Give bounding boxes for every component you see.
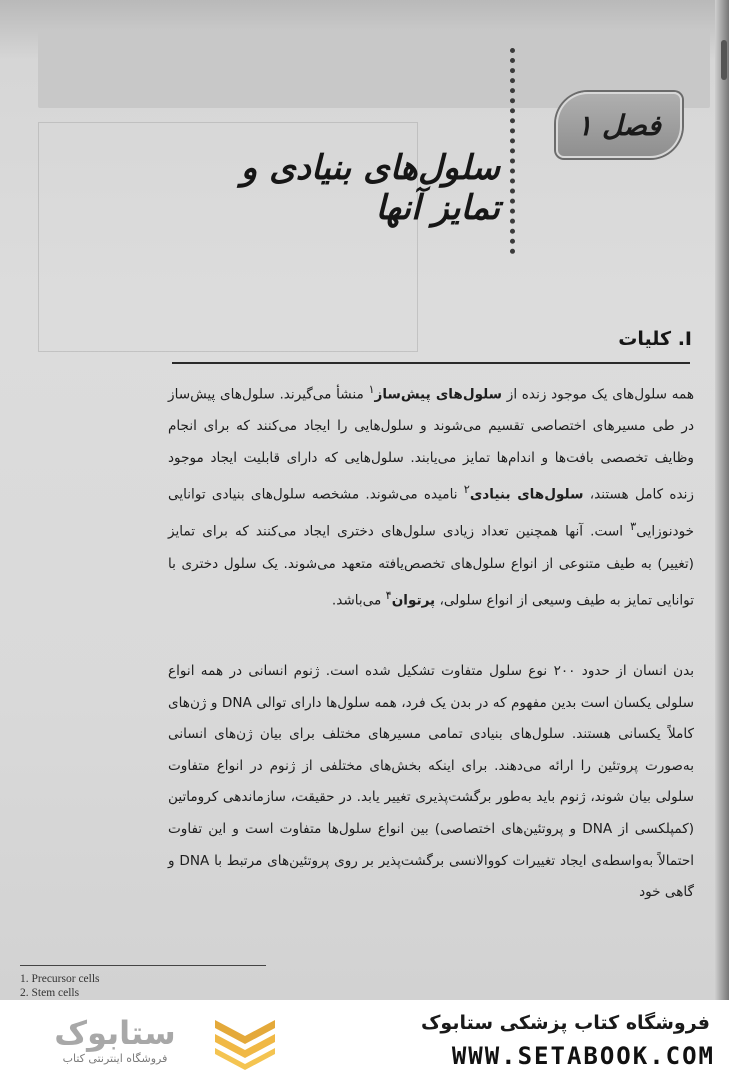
footnote-2: 2. Stem cells [20,987,80,999]
chapter-badge [556,92,682,158]
footnotes [20,972,280,1000]
footnote-ref-3: ۳ [630,519,637,534]
footnote-ref-2: ۲ [463,482,470,497]
term-stem-cells: سلول‌های بنیادی [469,486,584,503]
paragraph-2: بدن انسان از حدود ۲۰۰ نوع سلول متفاوت تشکیل شده است. ژنوم انسانی در همه انواع سلولی یکسان است بدین مفهوم که در بدن یک فرد، همه سلول‌ها دارای توالی DNA و ژن‌های کاملاً یکسانی هستند. سلول‌های بنیادی تمامی مسیرهای مختلف برای بیان ژن‌های انسانی به‌صورت پروتئین را ارائه می‌دهند. برای اینکه بخش‌های مختلفی از ژنوم در انواع متفاوت سلولی بیان شوند، ژنوم باید به‌طور برگشت‌پذیری تغییر یابد. در حقیقت، سازماندهی کروماتین (کمپلکسی از DNA و پروتئین‌های اختصاصی) بین انواع سلول‌ها متفاوت است و این تفاوت احتمالاً به‌واسطه‌ی ایجاد تغییرات کووالانسی برگشت‌پذیر بر روی پروتئین‌های مرتبط با DNA و گاهی خود [168,663,695,901]
store-logo-wordmark[interactable]: ستابوک [54,1014,176,1052]
para1-text-2: منشأ می‌گیرند. سلول‌های پیش‌ساز در طی مسیرهای اختصاصی تقسیم می‌شوند و سلول‌هایی را ایجاد می‌کنند که برای انجام وظایف تخصصی بافت‌ها و اندام‌ها تمایز می‌یابند. سلول‌هایی که دارای قابلیت ایجاد موجود زنده کامل هستند، [168,386,694,503]
para1-text-5: می‌باشد. [331,592,386,609]
term-precursor-cells: سلول‌های پیش‌ساز [374,386,503,403]
dotted-divider [510,48,516,254]
paragraph-1 [168,374,694,617]
footnote-ref-1: ۱ [368,382,375,396]
para1-text-1: همه سلول‌های یک موجود زنده از [502,386,695,403]
para1-text-3: نامیده می‌شوند. مشخصه سلول‌های بنیادی توانایی خودنوزایی [168,486,694,540]
store-logo-tagline: فروشگاه اینترنتی کتاب [62,1052,168,1065]
book-stack-logo-icon [210,1012,280,1070]
store-footer [0,1000,729,1080]
store-url-link[interactable]: WWW.SETABOOK.COM [451,1042,715,1070]
para1-text-4: است. آنها همچنین تعداد زیادی سلول‌های دختری ایجاد می‌کنند که برای تمایز (تغییر) به طیف متنوعی از انواع سلول‌های تخصص‌یافته متعهد می‌شوند. یک سلول دختری با توانایی تمایز به طیف وسیعی از انواع سلولی، [168,523,694,609]
section-rule [172,362,690,364]
chapter-title: سلول‌های بنیادی و تمایز آنها [240,148,500,228]
store-name: فروشگاه کتاب پزشکی ستابوک [420,1012,710,1034]
page-edge [715,0,729,1000]
section-heading: I. کلیات [618,328,692,350]
footnote-ref-4: ۴ [385,588,392,603]
term-pluripotent: پرتوان [391,592,436,609]
footnote-divider [20,965,266,966]
chapter-number: فصل ۱ [577,108,661,142]
footnote-1: 1. Precursor cells [20,973,100,985]
